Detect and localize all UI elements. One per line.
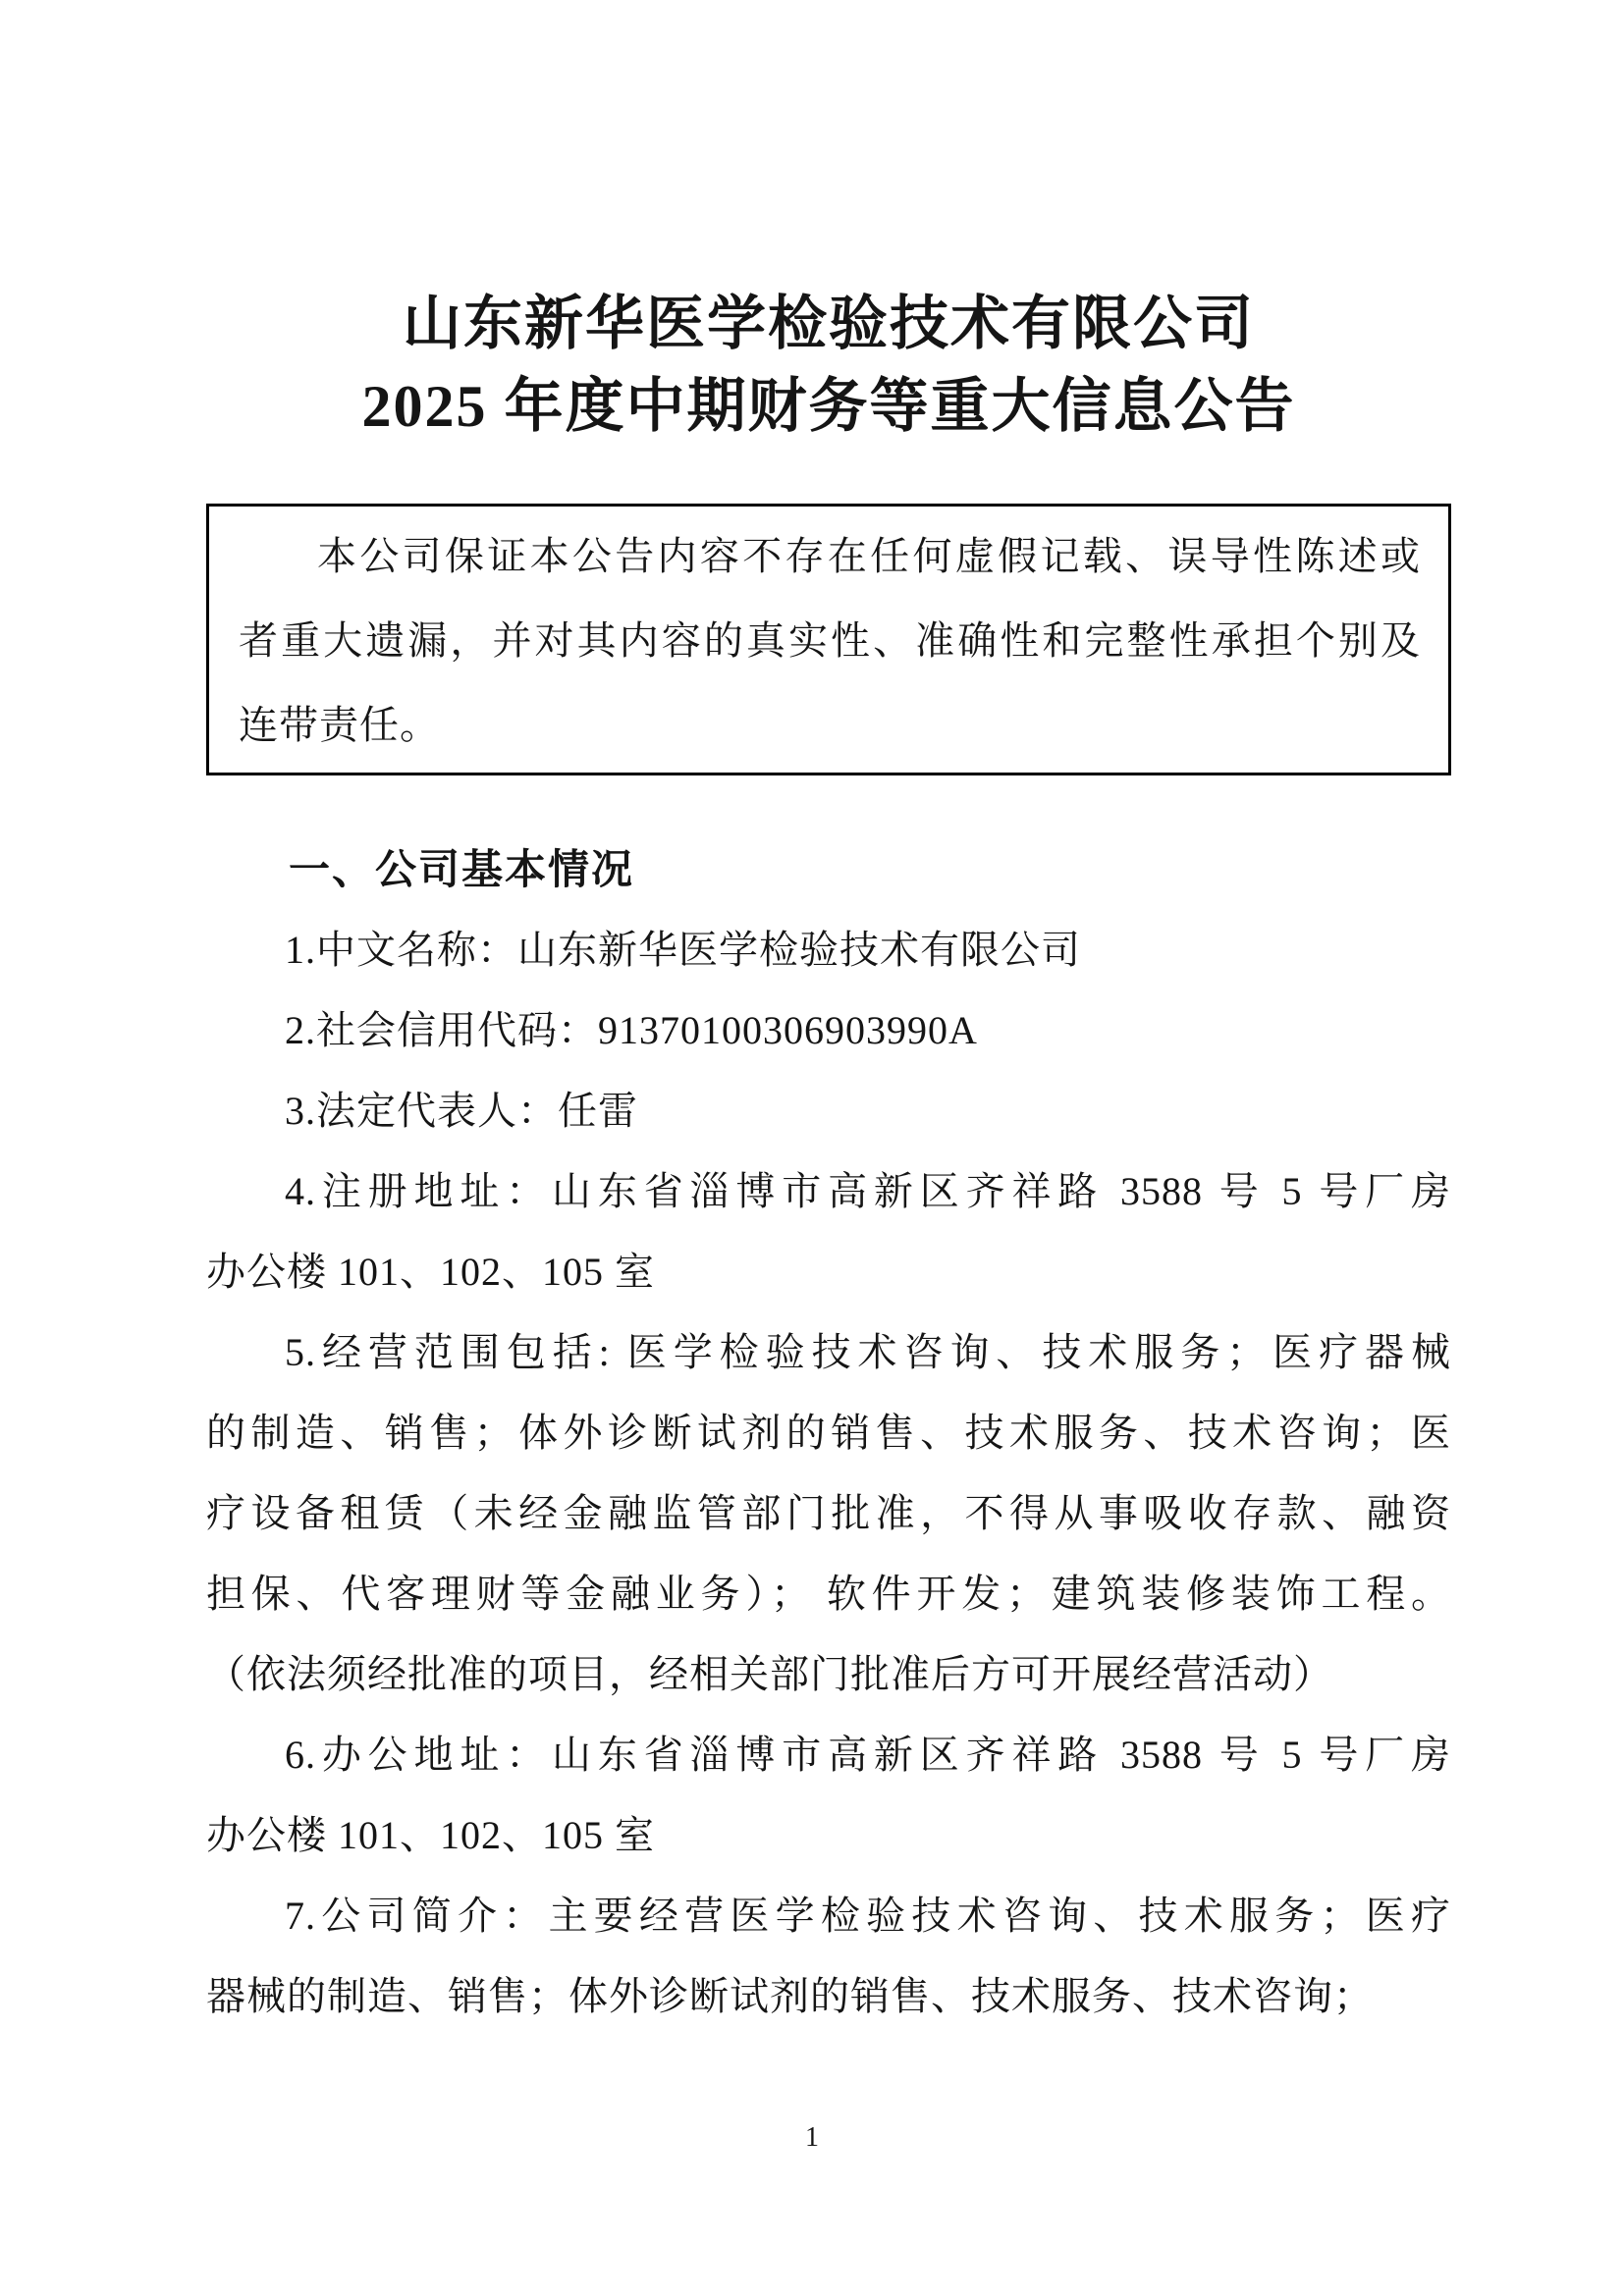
- body-line: 的制造、销售；体外诊断试剂的销售、技术服务、技术咨询；医: [206, 1411, 1451, 1455]
- body-paragraph: [206, 1715, 1451, 1876]
- body-line: 7.公司简介：主要经营医学检验技术咨询、技术服务；医疗: [285, 1894, 1451, 1938]
- body-line: 办公楼 101、102、105 室: [206, 1250, 655, 1294]
- body-line: 3.法定代表人：任雷: [285, 1089, 638, 1133]
- body-line: 1.中文名称：山东新华医学检验技术有限公司: [285, 928, 1081, 972]
- disclaimer-line: 连带责任。: [239, 703, 440, 747]
- body-line: 办公楼 101、102、105 室: [206, 1813, 655, 1857]
- body-line: 疗设备租赁（未经金融监管部门批准，不得从事吸收存款、融资: [206, 1491, 1451, 1535]
- body-paragraph: [206, 990, 1451, 1071]
- title-line: 2025 年度中期财务等重大信息公告: [361, 374, 1296, 439]
- document-title: [206, 283, 1451, 448]
- body-paragraph: [206, 1876, 1451, 2037]
- paragraph-list: [206, 910, 1451, 2037]
- title-line: 山东新华医学检验技术有限公司: [403, 292, 1255, 356]
- body-line: 担保、代客理财等金融业务）； 软件开发；建筑装修装饰工程。: [206, 1572, 1451, 1616]
- body-paragraph: [206, 1151, 1451, 1312]
- body-line: （依法须经批准的项目，经相关部门批准后方可开展经营活动）: [206, 1652, 1333, 1696]
- body-line: 5.经营范围包括: 医学检验技术咨询、技术服务；医疗器械: [285, 1330, 1451, 1374]
- body-line: 器械的制造、销售；体外诊断试剂的销售、技术服务、技术咨询；: [206, 1974, 1374, 2018]
- page-number: 1: [805, 2122, 819, 2153]
- body-line: 2.社会信用代码：91370100306903990A: [285, 1008, 978, 1052]
- body-paragraph: [206, 1312, 1451, 1715]
- section-heading: 一、公司基本情况: [289, 846, 635, 892]
- disclaimer-line: 本公司保证本公告内容不存在任何虚假记载、误导性陈述或: [317, 534, 1421, 578]
- disclaimer-box: [206, 504, 1451, 775]
- body-paragraph: [206, 1071, 1451, 1151]
- document-body: [206, 829, 1451, 2037]
- body-line: 4.注册地址：山东省淄博市高新区齐祥路 3588 号 5 号厂房: [285, 1169, 1451, 1213]
- body-paragraph: [206, 910, 1451, 990]
- disclaimer-line: 者重大遗漏，并对其内容的真实性、准确性和完整性承担个别及: [239, 618, 1421, 663]
- body-line: 6.办公地址：山东省淄博市高新区齐祥路 3588 号 5 号厂房: [285, 1733, 1451, 1777]
